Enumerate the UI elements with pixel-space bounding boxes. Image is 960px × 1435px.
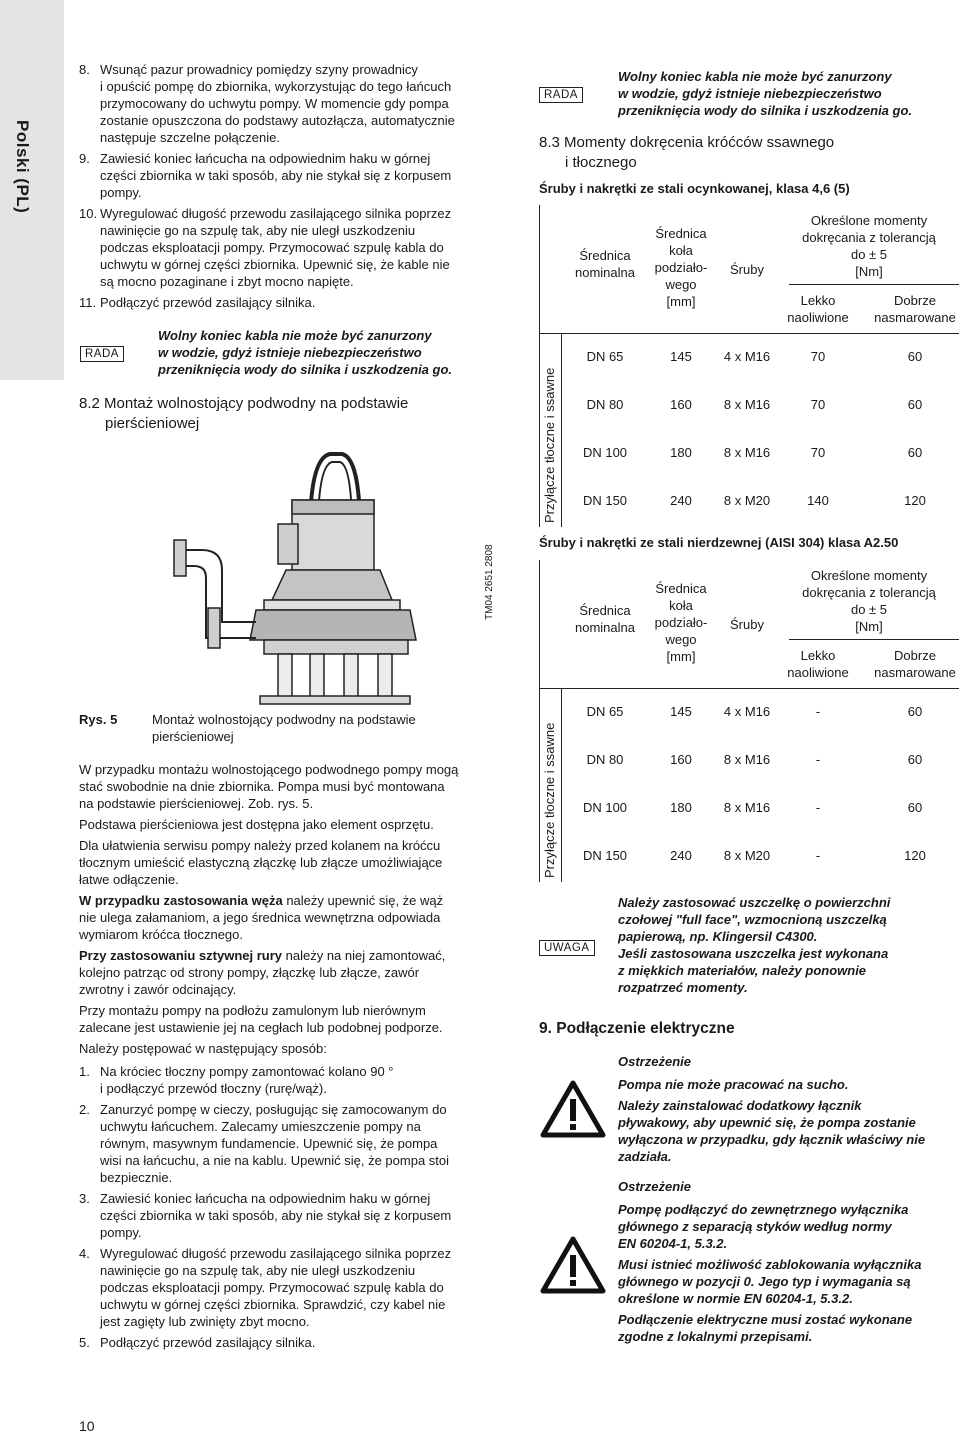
rada-box-right: RADA (539, 87, 583, 103)
table-cell: 60 (907, 349, 923, 364)
text-line: W przypadku montażu wolnostojącego podwodnego pompy mogą (79, 762, 459, 777)
table-cell: DN 150 (582, 493, 628, 508)
table-cell: 60 (907, 704, 923, 719)
table-cell: 70 (810, 445, 826, 460)
header-nominal-diameter: nominalna (575, 265, 635, 280)
table-cell: 60 (907, 445, 923, 460)
table-cell: 60 (907, 752, 923, 767)
rada-line: w wodzie, gdyż istnieje niebezpieczeństwo (158, 345, 422, 360)
table-cell: - (815, 800, 821, 815)
page-number: 10 (79, 1418, 95, 1434)
table-left-border (539, 205, 540, 527)
header-well-greased: Dobrze (894, 293, 936, 308)
step-text: równym, masywnym fundamencie. Upewnić się, że pompa (100, 1136, 438, 1151)
caption-line: pierścieniowej (152, 729, 234, 744)
row-group-label: Przyłącze tłoczne i ssawne (542, 722, 557, 878)
rada-line: przeniknięcia wody do silnika i uszkodzenia go. (618, 103, 913, 118)
header-nominal-diameter: nominalna (575, 620, 635, 635)
step-text: Zawiesić koniec łańcucha na odpowiednim haku w górnej (100, 151, 431, 166)
header-well-greased: Dobrze (894, 648, 936, 663)
torque-subheader-line (789, 639, 959, 640)
table-cell: DN 65 (586, 349, 624, 364)
step-text: uchwytu w górnej części zbiornika. Sprawdzić, czy kabel nie (100, 1297, 446, 1312)
uwaga-box: UWAGA (539, 940, 595, 956)
uwaga-line: Należy zastosować uszczelkę o powierzchni (618, 895, 891, 910)
table-cell: 240 (670, 848, 692, 863)
table-cell: 240 (670, 493, 692, 508)
table-cell: 160 (670, 397, 692, 412)
rada-line: w wodzie, gdyż istnieje niebezpieczeństwo (618, 86, 882, 101)
step-text: są mocno pozaginane i zbyt mocno napięte. (100, 274, 354, 289)
uwaga-line: z miękkich materiałów, należy ponownie (618, 963, 867, 978)
step-text: podczas eksploatacji pompy. Przymocować szpulę kabla do (100, 240, 444, 255)
warning-icon-2 (540, 1236, 606, 1294)
header-well-greased: nasmarowane (874, 665, 956, 680)
step-text: Podłączyć przewód zasilający silnika. (100, 1335, 316, 1350)
header-bolts: Śruby (730, 262, 764, 277)
table-cell: DN 100 (582, 800, 628, 815)
step-text: następuje szczelne połączenie. (100, 130, 280, 145)
header-pitch-diameter: podziało- (654, 260, 708, 275)
text-line: tłocznym umieścić elastyczną złączkę lub złącze umożliwiające (79, 855, 443, 870)
warning-line: Należy zainstalować dodatkowy łącznik (618, 1098, 862, 1113)
text-line: kolejno patrząc od strony pompy, złączkę lub złącze, zawór (79, 965, 420, 980)
rada-line: Wolny koniec kabla nie może być zanurzony (618, 69, 892, 84)
table-cell: - (815, 752, 821, 767)
figure-label (79, 711, 117, 728)
table-header-separator (539, 333, 959, 334)
header-nominal-diameter: Średnica (579, 603, 631, 618)
header-nominal-diameter: Średnica (579, 248, 631, 263)
caption-line: Montaż wolnostojący podwodny na podstawie (152, 712, 416, 727)
warning-line: wyłączona w przypadku, gdy łącznik właściwy nie (618, 1132, 926, 1147)
step-number: 8. (79, 62, 90, 77)
table-cell: DN 80 (586, 397, 624, 412)
table-cell: 60 (907, 800, 923, 815)
table-cell: 180 (670, 800, 692, 815)
warning-line: pływakowy, aby upewnić się, że pompa zostanie (618, 1115, 916, 1130)
warning-line: EN 60204-1, 5.3.2. (618, 1236, 728, 1251)
text-span: należy upewnić się, że wąż (282, 893, 444, 908)
table-header-separator (539, 688, 959, 689)
header-torque: dokręcania z tolerancją (802, 230, 936, 245)
header-torque: [Nm] (855, 264, 883, 279)
heading-8-2 (79, 394, 408, 434)
header-pitch-diameter: Średnica (655, 581, 707, 596)
step-text: zostanie opuszczona do podstawy autozłącza, automatycznie (100, 113, 455, 128)
step-text: Wyregulować długość przewodu zasilającego silnika poprzez (100, 1246, 452, 1261)
header-pitch-diameter: Średnica (655, 226, 707, 241)
heading-9: 9. Podłączenie elektryczne (539, 1020, 735, 1037)
text-line: Przy montażu pompy na podłożu zamulonym lub nierównym (79, 1003, 426, 1018)
text-line: na podstawie pierścieniowej. Zob. rys. 5. (79, 796, 314, 811)
uwaga-text (618, 894, 958, 996)
heading-8-3 (539, 133, 834, 173)
table-cell: 70 (810, 349, 826, 364)
text-line: nie ulega załamaniom, a jego średnica wewnętrzna odpowiada (79, 910, 441, 925)
warning-line: głównego w pozycji 0. Jego typ i wymagania są (618, 1274, 911, 1289)
table-cell: 145 (670, 704, 692, 719)
step-number: 5. (79, 1335, 90, 1350)
warning-line: głównego z separacją styków według normy (618, 1219, 892, 1234)
table-cell: DN 80 (586, 752, 624, 767)
step-number: 10. (79, 206, 98, 221)
step-text: części zbiornika w taki sposób, aby nie stykał się z korpusem (100, 1208, 452, 1223)
step-number: 9. (79, 151, 90, 166)
uwaga-line: czołowej "full face", wzmocnioną uszczelką (618, 912, 887, 927)
header-lightly-oiled: Lekko (800, 293, 836, 308)
torque-table-galvanized (539, 205, 959, 527)
table-cell: DN 100 (582, 445, 628, 460)
table-cell: 8 x M16 (723, 800, 771, 815)
table-cell: 180 (670, 445, 692, 460)
header-pitch-diameter: [mm] (666, 294, 696, 309)
warning-line: zadziała. (618, 1149, 672, 1164)
table2-caption: Śruby i nakrętki ze stali nierdzewnej (AISI 304) klasa A2.50 (539, 535, 899, 550)
header-pitch-diameter: koła (669, 598, 693, 613)
warning-1-text (618, 1053, 958, 1165)
row-label-divider (561, 333, 562, 527)
table-cell: 70 (810, 397, 826, 412)
table-cell: 8 x M16 (723, 397, 771, 412)
row-group-label: Przyłącze tłoczne i ssawne (542, 367, 557, 523)
step-text: części zbiornika w taki sposób, aby nie stykał się z korpusem (100, 168, 452, 183)
warning-icon-1 (540, 1080, 606, 1138)
header-pitch-diameter: podziało- (654, 615, 708, 630)
header-torque: do ± 5 (850, 602, 888, 617)
header-pitch-diameter: wego (665, 632, 697, 647)
warning-2-text (618, 1178, 958, 1345)
rada-box-left: RADA (80, 346, 124, 362)
header-pitch-diameter: wego (665, 277, 697, 292)
header-torque: dokręcania z tolerancją (802, 585, 936, 600)
text-line: Podstawa pierścieniowa jest dostępna jako element osprzętu. (79, 817, 434, 832)
row-label-divider (561, 688, 562, 882)
uwaga-line: papierową, np. Klingersil C4300. (618, 929, 818, 944)
language-side-tab (0, 0, 64, 380)
header-lightly-oiled: Lekko (800, 648, 836, 663)
rada-line: przeniknięcia wody do silnika i uszkodzenia go. (158, 362, 453, 377)
warning-line: Pompa nie może pracować na sucho. (618, 1077, 849, 1092)
table-cell: - (815, 848, 821, 863)
step-text: nawinięcie go na szpulę tak, aby nie uległ uszkodzeniu (100, 223, 416, 238)
header-lightly-oiled: naoliwione (787, 665, 849, 680)
step-text: uchwytu w górnej części zbiornika. Upewnić się, że kable nie (100, 257, 450, 272)
bold-phrase: W przypadku zastosowania węża (79, 893, 283, 908)
uwaga-line: rozpatrzeć momenty. (618, 980, 748, 995)
header-torque: Określone momenty (810, 568, 928, 583)
table-cell: 4 x M16 (723, 349, 771, 364)
heading-line: pierścieniowej (105, 415, 200, 432)
step-number: 2. (79, 1102, 90, 1117)
text-line: wymiarom króćca tłocznego. (79, 927, 243, 942)
table-cell: 8 x M20 (723, 848, 771, 863)
pump-figure (160, 440, 510, 712)
torque-table-stainless (539, 560, 959, 882)
text-span: należy na niej zamontować, (282, 948, 446, 963)
table1-caption: Śruby i nakrętki ze stali ocynkowanej, klasa 4,6 (5) (539, 181, 850, 196)
warning-line: określone w normie EN 60204-1, 5.3.2. (618, 1291, 853, 1306)
header-torque: do ± 5 (850, 247, 888, 262)
text-line: Należy postępować w następujący sposób: (79, 1041, 327, 1056)
table-cell: - (815, 704, 821, 719)
step-text: przymocowany do uchwytu pompy. W momencie gdy pompa (100, 96, 449, 111)
warning-line: Pompę podłączyć do zewnętrznego wyłącznika (618, 1202, 909, 1217)
step-text: Wyregulować długość przewodu zasilającego silnika poprzez (100, 206, 452, 221)
step-text: wisi na łańcuchu, a nie na kablu. Upewnić się, że pompa stoi (100, 1153, 450, 1168)
header-torque: Określone momenty (810, 213, 928, 228)
bold-phrase: Przy zastosowaniu sztywnej rury (79, 948, 283, 963)
warning-line: zgodne z lokalnymi przepisami. (618, 1329, 813, 1344)
torque-subheader-line (789, 284, 959, 285)
table-left-border (539, 560, 540, 882)
table-cell: 160 (670, 752, 692, 767)
heading-line: i tłocznego (565, 154, 637, 171)
uwaga-line: Jeśli zastosowana uszczelka jest wykonana (618, 946, 889, 961)
header-torque: [Nm] (855, 619, 883, 634)
step-number: 1. (79, 1064, 90, 1079)
language-label: Polski (PL) (13, 120, 32, 214)
warning-title: Ostrzeżenie (618, 1054, 691, 1069)
header-bolts: Śruby (730, 617, 764, 632)
text-line: Dla ułatwienia serwisu pompy należy przed kolanem na króćcu (79, 838, 441, 853)
text-line: łatwe odłączenie. (79, 872, 179, 887)
text-line: stać swobodnie na dnie zbiornika. Pompa musi być montowana (79, 779, 445, 794)
step-text: pompy. (100, 1225, 142, 1240)
rada-line: Wolny koniec kabla nie może być zanurzony (158, 328, 432, 343)
text-line: zalecane jest ustawienie jej na cegłach lub podobnej podporze. (79, 1020, 443, 1035)
table-cell: DN 150 (582, 848, 628, 863)
heading-line: 8.3 Momenty dokręcenia króćców ssawnego (539, 134, 835, 151)
step-text: Na króciec tłoczny pompy zamontować kolano 90 ° (100, 1064, 394, 1079)
header-pitch-diameter: koła (669, 243, 693, 258)
table-cell: 120 (904, 848, 926, 863)
table-cell: 60 (907, 397, 923, 412)
step-text: Zawiesić koniec łańcucha na odpowiednim haku w górnej (100, 1191, 431, 1206)
table-cell: 8 x M20 (723, 493, 771, 508)
step-text: pompy. (100, 185, 142, 200)
table-cell: 4 x M16 (723, 704, 771, 719)
table-cell: 140 (807, 493, 829, 508)
table-cell: 8 x M16 (723, 445, 771, 460)
step-text: i opuścić pompę do zbiornika, wykorzystując do tego łańcuch (100, 79, 452, 94)
table-cell: 8 x M16 (723, 752, 771, 767)
rada-text-left (158, 327, 498, 378)
step-text: Podłączyć przewód zasilający silnika. (100, 295, 316, 310)
step-text: jest zagięty lub zwinięty zbyt mocno. (100, 1314, 310, 1329)
step-text: bezpiecznie. (100, 1170, 173, 1185)
table-cell: 120 (904, 493, 926, 508)
table-cell: 145 (670, 349, 692, 364)
rada-text-right (618, 68, 958, 119)
step-text: Wsunąć pazur prowadnicy pomiędzy szyny prowadnicy (100, 62, 418, 77)
header-lightly-oiled: naoliwione (787, 310, 849, 325)
body-text-left (79, 761, 499, 1057)
header-pitch-diameter: [mm] (666, 649, 696, 664)
step-number: 11. (79, 295, 97, 310)
heading-line: 8.2 Montaż wolnostojący podwodny na podstawie (79, 395, 409, 412)
figure-caption (152, 711, 416, 745)
warning-line: Musi istnieć możliwość zablokowania wyłącznika (618, 1257, 922, 1272)
step-text: podczas eksploatacji pompy. Przymocować szpulę kabla do (100, 1280, 444, 1295)
figure-code: TM04 2651 2808 (484, 544, 495, 620)
figure-number: Rys. 5 (79, 712, 118, 727)
step-text: Zanurzyć pompę w cieczy, posługując się zamocowanym do (100, 1102, 447, 1117)
header-well-greased: nasmarowane (874, 310, 956, 325)
step-number: 4. (79, 1246, 90, 1261)
text-line: zwrotny i zawór odcinający. (79, 982, 237, 997)
warning-title: Ostrzeżenie (618, 1179, 691, 1194)
step-number: 3. (79, 1191, 90, 1206)
step-text: i podłączyć przewód tłoczny (rurę/wąż). (100, 1081, 327, 1096)
step-text: nawinięcie go na szpulę tak, aby nie uległ uszkodzeniu (100, 1263, 416, 1278)
table-cell: DN 65 (586, 704, 624, 719)
step-text: uchwytu łańcuchem. Zalecamy umieszczenie pompy na (100, 1119, 421, 1134)
warning-line: Podłączenie elektryczne musi zostać wykonane (618, 1312, 913, 1327)
